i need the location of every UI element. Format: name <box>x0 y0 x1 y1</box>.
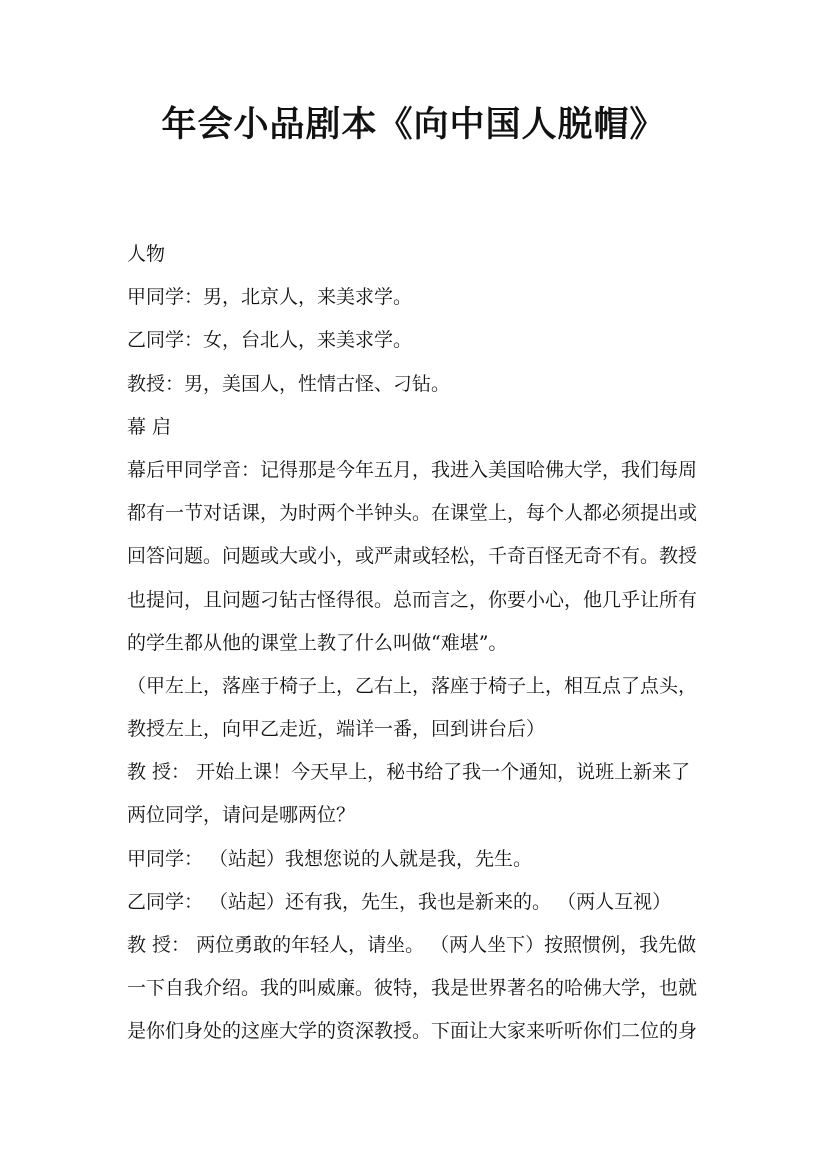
text-line-dialogue: 教 授： 两位勇敢的年轻人，请坐。 （两人坐下）按照惯例，我先做 <box>127 934 697 956</box>
text-line-character-yi: 乙同学：女，台北人，来美求学。 <box>127 329 413 352</box>
text-line: 的学生都从他的课堂上教了什么叫做“难堪”。 <box>127 631 508 654</box>
text-line-dialogue: 两位同学，请问是哪两位？ <box>127 804 356 827</box>
text-line-dialogue: 是你们身处的这座大学的资深教授。下面让大家来听听你们二位的身 <box>127 1020 698 1043</box>
text-line: 都有一节对话课，为时两个半钟头。在课堂上，每个人都必须提出或 <box>127 502 698 525</box>
script-body <box>127 233 727 1054</box>
text-line-characters-heading: 人物 <box>127 243 166 265</box>
text-line-dialogue: 教 授： 开始上课！今天早上，秘书给了我一个通知，说班上新来了 <box>127 761 691 784</box>
text-line-dialogue: 甲同学： （站起）我想您说的人就是我，先生。 <box>127 847 533 870</box>
text-line-character-jia: 甲同学：男，北京人，来美求学。 <box>127 286 413 309</box>
text-line-stage-direction: 教授左上，向甲乙走近，端详一番，回到讲台后） <box>127 718 546 741</box>
text-line-stage-direction: （甲左上，落座于椅子上，乙右上，落座于椅子上，相互点了点头， <box>127 674 698 697</box>
text-line-dialogue: 乙同学： （站起）还有我，先生，我也是新来的。 （两人互视） <box>127 890 672 913</box>
text-line: 也提问，且问题刁钻古怪得很。总而言之，你要小心，他几乎让所有 <box>127 588 698 611</box>
text-line-curtain-rise: 幕 启 <box>127 415 172 438</box>
document-title: 年会小品剧本《向中国人脱帽》 <box>161 104 666 145</box>
text-line: 幕后甲同学音：记得那是今年五月，我进入美国哈佛大学，我们每周 <box>127 458 698 481</box>
text-line-dialogue: 一下自我介绍。我的叫威廉。彼特，我是世界著名的哈佛大学，也就 <box>127 977 698 1000</box>
text-line: 回答问题。问题或大或小，或严肃或轻松，千奇百怪无奇不有。教授 <box>127 545 698 568</box>
text-line-character-professor: 教授：男，美国人，性情古怪、刁钻。 <box>127 372 451 395</box>
